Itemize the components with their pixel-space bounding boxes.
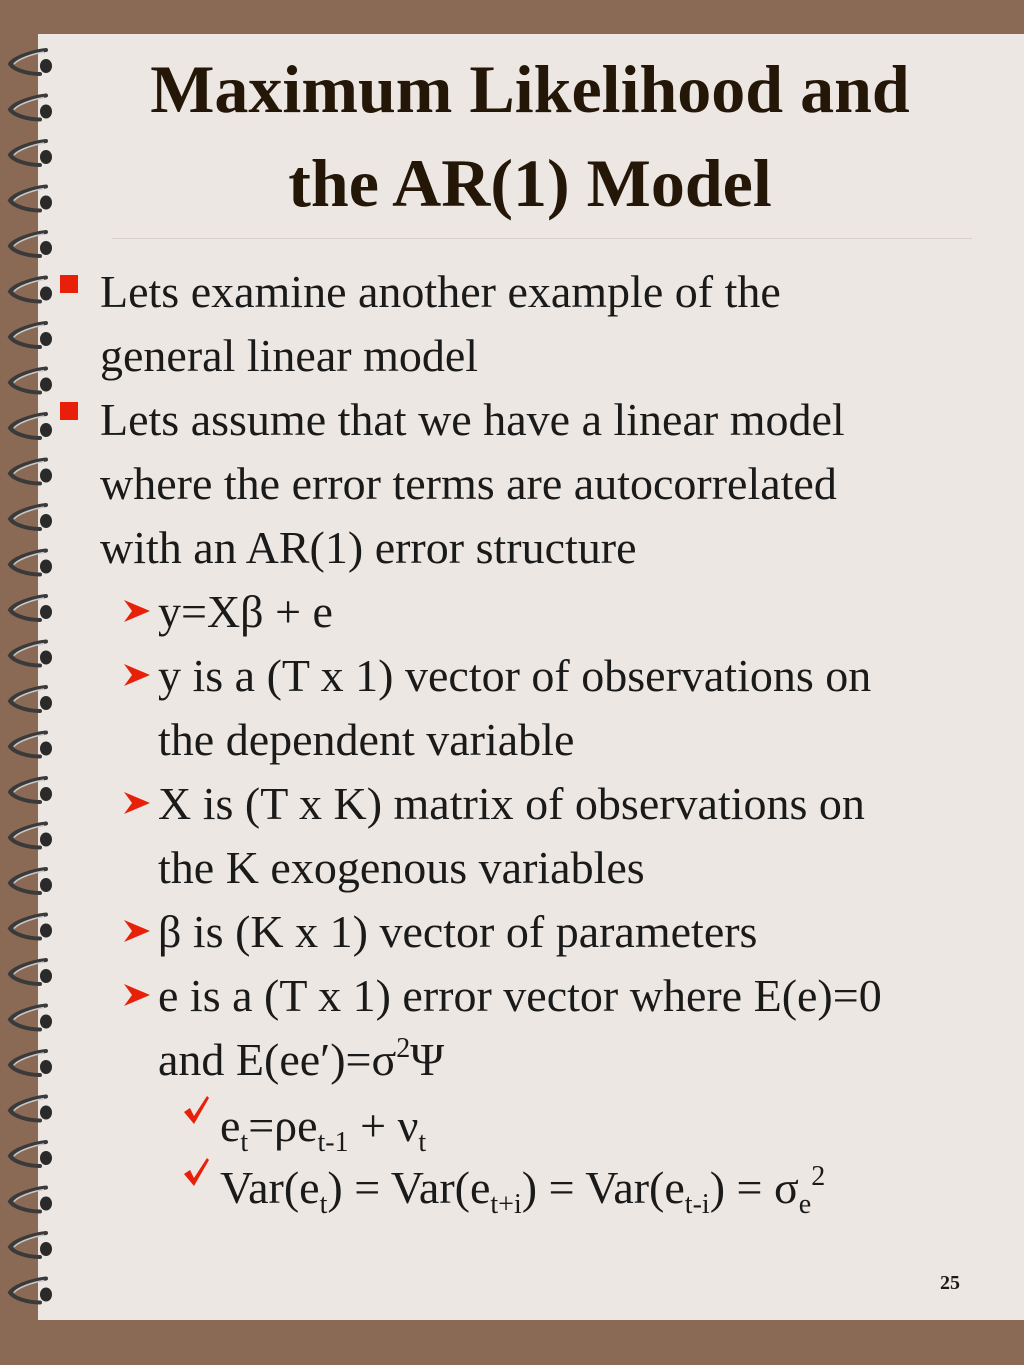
bullet-1-line-1: Lets examine another example of the <box>100 266 781 317</box>
var-equation <box>220 1156 825 1220</box>
square-bullet-icon <box>60 275 78 293</box>
arrow-bullet-icon <box>122 916 152 946</box>
var-d: ) = σ <box>709 1162 799 1213</box>
sub-bullet-3-line-2: the K exogenous variables <box>158 842 645 893</box>
sub-bullet-5-line-1: e is a (T x 1) error vector where E(e)=0 <box>158 970 882 1021</box>
sub-bullet-4-line-1: β is (K x 1) vector of parameters <box>158 906 758 957</box>
sub-bullet-1-line-1: y=Xβ + e <box>158 586 333 637</box>
var-sub-e: e <box>798 1189 812 1220</box>
var-sub-t: t <box>319 1189 328 1220</box>
ar-eq: =ρe <box>248 1100 318 1151</box>
cov-exponent: 2 <box>396 1033 411 1064</box>
var-b: ) = Var(e <box>327 1162 491 1213</box>
sub-bullet-2-line-2: the dependent variable <box>158 714 575 765</box>
ar-equation <box>220 1094 426 1158</box>
var-sup-2: 2 <box>811 1161 826 1192</box>
sub-bullet-5-line-2 <box>158 1028 444 1092</box>
title-line-1: Maximum Likelihood and <box>150 51 910 127</box>
sub-bullet-3-line-1: X is (T x K) matrix of observations on <box>158 778 865 829</box>
title-line-2: the AR(1) Model <box>288 145 772 221</box>
arrow-bullet-icon <box>122 788 152 818</box>
sub-bullet-2-line-1: y is a (T x 1) vector of observations on <box>158 650 872 701</box>
ar-sub-t2: t <box>418 1127 427 1158</box>
ar-e: e <box>220 1100 241 1151</box>
var-sub-ti: t+i <box>490 1189 522 1220</box>
page-number: 25 <box>940 1272 960 1294</box>
bullet-1-line-2: general linear model <box>100 330 479 381</box>
bullet-2-line-3: with an AR(1) error structure <box>100 522 637 573</box>
var-sub-tmi: t-i <box>684 1189 710 1220</box>
ar-sub-t: t <box>240 1127 249 1158</box>
cov-suffix: Ψ <box>410 1034 445 1085</box>
bullet-2-line-2: where the error terms are autocorrelated <box>100 458 837 509</box>
checkmark-icon <box>182 1094 210 1126</box>
ar-sub-t1: t-1 <box>317 1127 349 1158</box>
square-bullet-icon <box>60 402 78 420</box>
arrow-bullet-icon <box>122 660 152 690</box>
var-a: Var(e <box>220 1162 320 1213</box>
arrow-bullet-icon <box>122 596 152 626</box>
arrow-bullet-icon <box>122 980 152 1010</box>
cov-prefix: and E(ee′)=σ <box>158 1034 397 1085</box>
ar-plus: + ν <box>348 1100 419 1151</box>
var-c: ) = Var(e <box>521 1162 685 1213</box>
bullet-2-line-1: Lets assume that we have a linear model <box>100 394 845 445</box>
checkmark-icon <box>182 1156 210 1188</box>
